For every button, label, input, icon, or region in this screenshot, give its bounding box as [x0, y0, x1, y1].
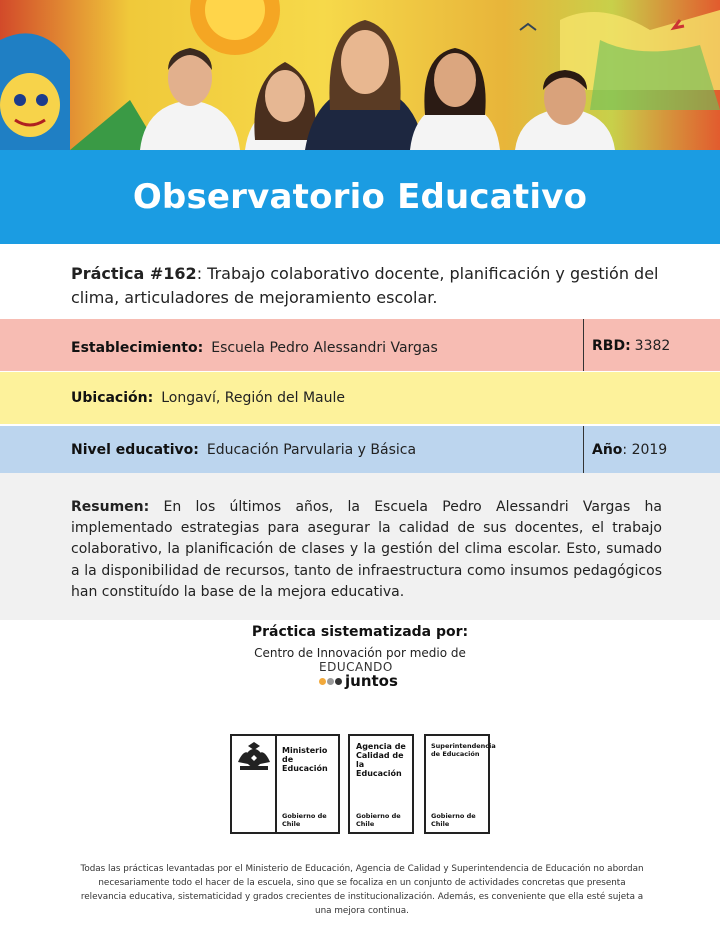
- practice-description: [71, 262, 671, 310]
- title-band: [0, 150, 720, 244]
- ubicacion-label: Ubicación:: [71, 390, 154, 406]
- row-establecimiento: [0, 319, 720, 371]
- mineduc-footer: Gobierno de Chile: [282, 812, 327, 828]
- resumen-label: Resumen:: [71, 499, 150, 515]
- establecimiento-value: Escuela Pedro Alessandri Vargas: [211, 340, 438, 356]
- nivel-value: Educación Parvularia y Básica: [206, 441, 417, 458]
- hero-photo: [0, 0, 720, 150]
- logo-dot-icon: [319, 678, 326, 685]
- row-nivel-educativo: [0, 426, 720, 473]
- chile-coat-of-arms-icon: [234, 742, 274, 772]
- rbd-label: RBD:: [592, 338, 631, 354]
- anio-label: Año: [592, 441, 623, 458]
- hero-illustration: [0, 0, 720, 150]
- mineduc-logo: [230, 734, 340, 834]
- superintendencia-name: Superintendencia de Educación: [431, 742, 496, 758]
- row-ubicacion: [0, 372, 720, 424]
- logo-dot-icon: [335, 678, 342, 685]
- sistematizada-subtitle: Centro de Innovación por medio de: [254, 646, 466, 660]
- agencia-name: Agencia de Calidad de la Educación: [356, 742, 406, 778]
- resumen-section: [0, 473, 720, 620]
- agencia-footer: Gobierno de Chile: [356, 812, 401, 828]
- practice-label: Práctica #162: [71, 264, 197, 283]
- mineduc-name: Ministerio de Educación: [282, 746, 328, 773]
- logo-dot-icon: [327, 678, 334, 685]
- logo-divider: [275, 736, 277, 832]
- agencia-calidad-logo: [348, 734, 414, 834]
- sistematizada-section: [0, 622, 720, 663]
- anio-value: : 2019: [622, 441, 668, 458]
- superintendencia-logo: [424, 734, 496, 834]
- resumen-text: En los últimos años, la Escuela Pedro Alessandri Vargas ha implementado estrategias para asegurar la calidad de sus docentes, el trabajo colaborativo, la planificación de clases y la gestión del clima escolar. Esto, sumado a la disponibilidad de recursos, tanto de infraestructura como insumos pedagógicos han constituído la base de la mejora educativa.: [71, 499, 662, 600]
- superintendencia-footer: Gobierno de Chile: [431, 812, 476, 828]
- nivel-label: Nivel educativo:: [71, 441, 199, 458]
- practice-text: : Trabajo colaborativo docente, planificación y gestión del clima, articuladores de mejoramiento escolar.: [71, 264, 659, 307]
- rbd-value: 3382: [634, 338, 671, 354]
- resumen-paragraph: [71, 497, 662, 603]
- sistematizada-title: Práctica sistematizada por:: [251, 624, 469, 640]
- educando-juntos-logo: [319, 660, 409, 692]
- establecimiento-label: Establecimiento:: [71, 340, 204, 356]
- educando-logo-bottom: juntos: [345, 672, 398, 690]
- ubicacion-value: Longaví, Región del Maule: [161, 390, 346, 406]
- page-title: Observatorio Educativo: [132, 177, 588, 217]
- educando-logo-top: EDUCANDO: [319, 660, 393, 674]
- disclaimer-text: Todas las prácticas levantadas por el Ministerio de Educación, Agencia de Calidad y Superintendencia de Educación no abordan necesariamente todo el hacer de la escuela, sino que se focaliza en un conjunto de actividades concretas que presenta relevancia educativa, sistematicidad y grados crecientes de institucionalización. Además, es conveniente que ella esté sujeta a una mejora continua.: [80, 864, 644, 916]
